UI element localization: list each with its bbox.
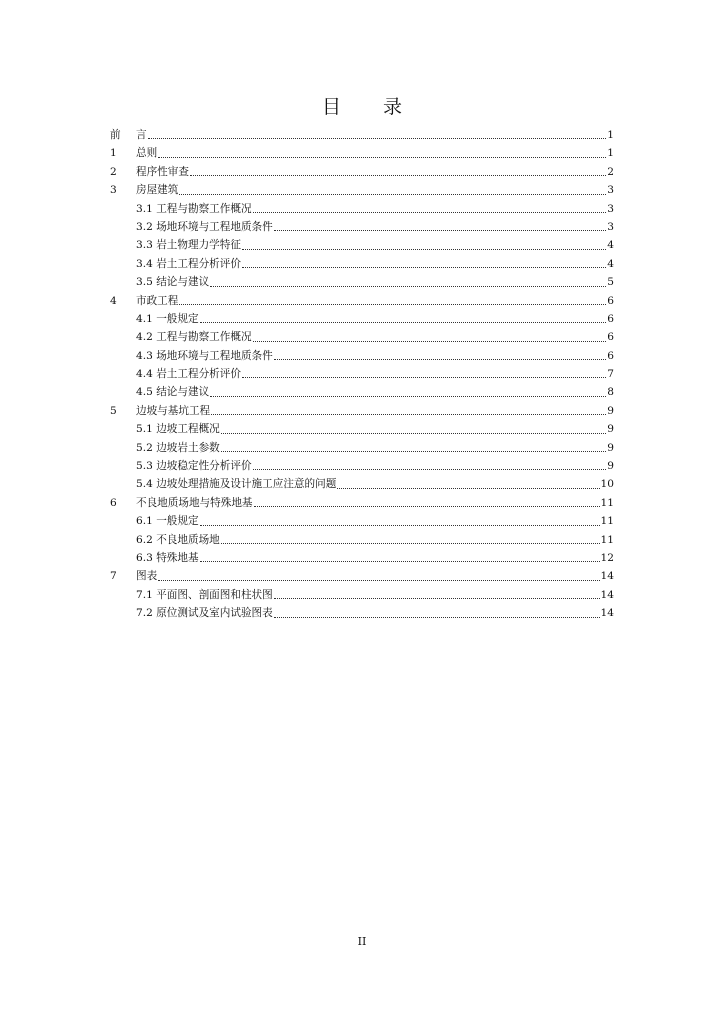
leader-dots: [200, 321, 607, 323]
leader-dots: [211, 413, 606, 415]
entry-number: 4: [110, 294, 117, 307]
entry-page-number: 14: [600, 570, 614, 583]
entry-page-number: 8: [607, 386, 614, 399]
entry-title: 图表: [136, 570, 158, 583]
entry-page-number: 11: [600, 496, 614, 509]
toc-entry[interactable]: [110, 402, 614, 420]
leader-dots: [179, 303, 606, 305]
toc-entry[interactable]: [110, 144, 614, 162]
toc-subentry[interactable]: [110, 420, 614, 438]
toc-entry[interactable]: [110, 567, 614, 585]
entry-number: 6: [110, 496, 117, 509]
page-title: 目 录: [321, 96, 421, 118]
toc-subentry[interactable]: [110, 365, 614, 383]
entry-number: 2: [110, 165, 117, 178]
leader-dots: [179, 193, 606, 195]
leader-dots: [200, 560, 600, 562]
entry-title: 总则: [136, 147, 158, 160]
entry-title: 3.4 岩土工程分析评价: [136, 257, 241, 270]
toc-subentry[interactable]: [110, 604, 614, 622]
entry-number: 前: [110, 128, 121, 141]
entry-number: 7: [110, 570, 117, 583]
entry-page-number: 6: [607, 331, 614, 344]
toc-subentry[interactable]: [110, 255, 614, 273]
leader-dots: [274, 229, 607, 231]
entry-title: 7.2 原位测试及室内试验图表: [136, 607, 273, 620]
entry-page-number: 10: [600, 478, 614, 491]
entry-title: 4.3 场地环境与工程地质条件: [136, 349, 273, 362]
leader-dots: [253, 340, 607, 342]
toc-subentry[interactable]: [110, 549, 614, 567]
entry-page-number: 9: [607, 441, 614, 454]
entry-page-number: 9: [607, 423, 614, 436]
leader-dots: [221, 432, 606, 434]
entry-page-number: 9: [607, 460, 614, 473]
toc-entry[interactable]: [110, 181, 614, 199]
entry-page-number: 6: [607, 312, 614, 325]
entry-title: 6.1 一般规定: [136, 515, 199, 528]
entry-page-number: 1: [607, 147, 614, 160]
leader-dots: [242, 376, 606, 378]
entry-title: 4.4 岩土工程分析评价: [136, 368, 241, 381]
leader-dots: [242, 248, 606, 250]
entry-page-number: 5: [607, 276, 614, 289]
entry-page-number: 14: [600, 588, 614, 601]
leader-dots: [200, 524, 600, 526]
entry-title: 边坡与基坑工程: [136, 404, 211, 417]
toc-subentry[interactable]: [110, 475, 614, 493]
entry-title: 房屋建筑: [136, 184, 179, 197]
entry-page-number: 9: [607, 404, 614, 417]
entry-title: 4.1 一般规定: [136, 312, 199, 325]
entry-title: 3.1 工程与勘察工作概况: [136, 202, 252, 215]
entry-page-number: 7: [607, 368, 614, 381]
entry-title: 6.3 特殊地基: [136, 551, 199, 564]
toc-subentry[interactable]: [110, 383, 614, 401]
entry-page-number: 14: [600, 607, 614, 620]
leader-dots: [148, 137, 607, 139]
toc-subentry[interactable]: [110, 586, 614, 604]
leader-dots: [158, 156, 606, 158]
entry-title: 4.5 结论与建议: [136, 386, 210, 399]
entry-title: 5.3 边坡稳定性分析评价: [136, 460, 252, 473]
entry-page-number: 3: [607, 184, 614, 197]
toc-subentry[interactable]: [110, 457, 614, 475]
entry-page-number: 3: [607, 202, 614, 215]
entry-page-number: 4: [607, 257, 614, 270]
leader-dots: [242, 266, 606, 268]
leader-dots: [210, 395, 606, 397]
toc-subentry[interactable]: [110, 347, 614, 365]
leader-dots: [254, 505, 600, 507]
toc-subentry[interactable]: [110, 439, 614, 457]
toc-subentry[interactable]: [110, 218, 614, 236]
entry-page-number: 1: [607, 128, 614, 141]
entry-title: 5.2 边坡岩土参数: [136, 441, 220, 454]
entry-title: 4.2 工程与勘察工作概况: [136, 331, 252, 344]
leader-dots: [274, 616, 600, 618]
entry-page-number: 6: [607, 349, 614, 362]
toc-subentry[interactable]: [110, 531, 614, 549]
entry-number: 3: [110, 184, 117, 197]
toc-entry[interactable]: [110, 494, 614, 512]
entry-number: 5: [110, 404, 117, 417]
entry-page-number: 11: [600, 515, 614, 528]
entry-title: 不良地质场地与特殊地基: [136, 496, 253, 509]
toc-subentry[interactable]: [110, 310, 614, 328]
toc-subentry[interactable]: [110, 236, 614, 254]
leader-dots: [253, 468, 607, 470]
table-of-contents: [110, 126, 614, 623]
entry-title: 6.2 不良地质场地: [136, 533, 220, 546]
leader-dots: [158, 579, 599, 581]
entry-page-number: 6: [607, 294, 614, 307]
entry-title: 7.1 平面图、剖面图和柱状图: [136, 588, 273, 601]
entry-title: 5.1 边坡工程概况: [136, 423, 220, 436]
entry-page-number: 11: [600, 533, 614, 546]
entry-page-number: 2: [607, 165, 614, 178]
leader-dots: [337, 487, 599, 489]
entry-number: 1: [110, 147, 117, 160]
toc-entry[interactable]: [110, 163, 614, 181]
entry-page-number: 3: [607, 220, 614, 233]
leader-dots: [221, 450, 606, 452]
leader-dots: [253, 211, 607, 213]
page-number-footer: II: [357, 935, 367, 948]
entry-title: 程序性审查: [136, 165, 189, 178]
entry-title: 3.2 场地环境与工程地质条件: [136, 220, 273, 233]
toc-subentry[interactable]: [110, 273, 614, 291]
leader-dots: [210, 285, 606, 287]
toc-subentry[interactable]: [110, 512, 614, 530]
entry-title: 3.3 岩土物理力学特征: [136, 239, 241, 252]
entry-title: 5.4 边坡处理措施及设计施工应注意的问题: [136, 478, 337, 491]
toc-subentry[interactable]: [110, 200, 614, 218]
entry-title: 言: [136, 128, 147, 141]
entry-page-number: 4: [607, 239, 614, 252]
leader-dots: [221, 542, 600, 544]
toc-entry[interactable]: [110, 292, 614, 310]
entry-title: 市政工程: [136, 294, 179, 307]
toc-entry[interactable]: [110, 126, 614, 144]
toc-subentry[interactable]: [110, 328, 614, 346]
entry-title: 3.5 结论与建议: [136, 276, 210, 289]
leader-dots: [190, 174, 606, 176]
leader-dots: [274, 597, 600, 599]
entry-page-number: 12: [600, 551, 614, 564]
leader-dots: [274, 358, 607, 360]
